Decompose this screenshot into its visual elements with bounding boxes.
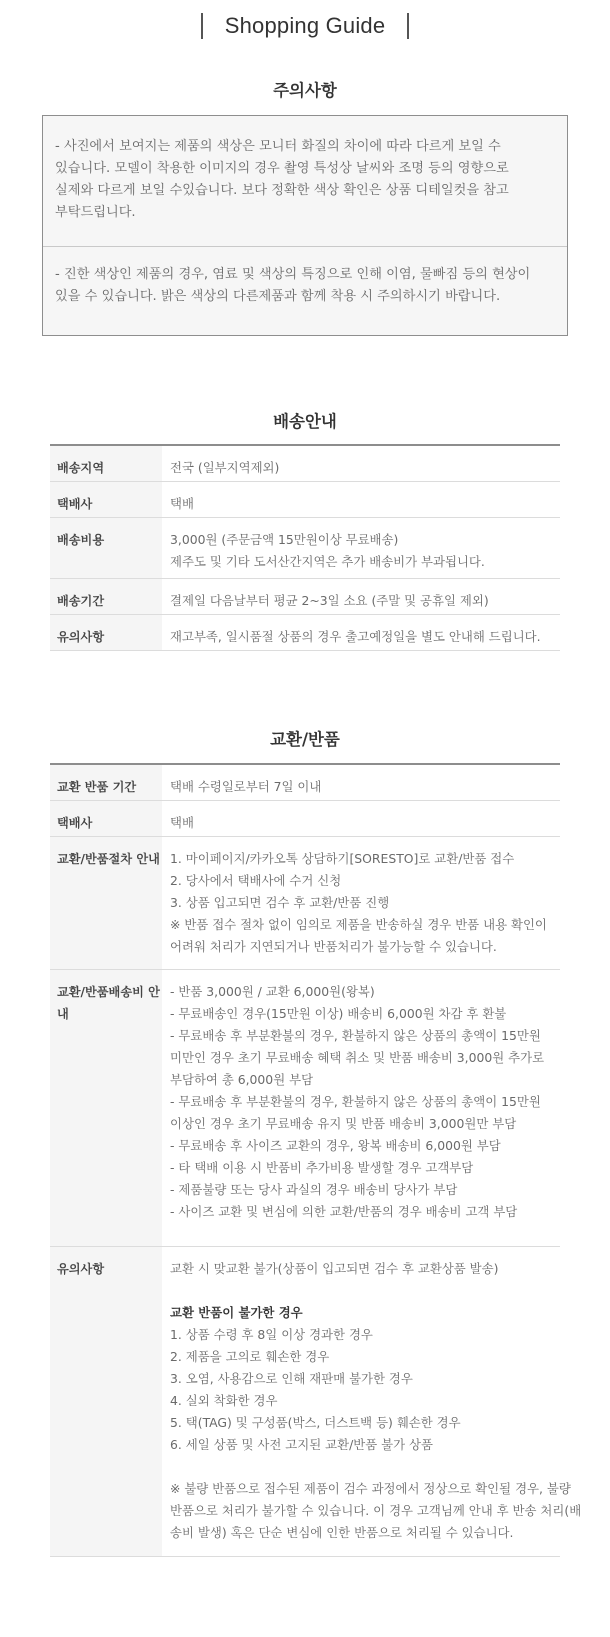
value-line: - 타 택배 이용 시 반품비 추가비용 발생할 경우 고객부담: [170, 1160, 474, 1175]
value-line: 교환 시 맞교환 불가(상품이 입고되면 검수 후 교환상품 발송): [170, 1261, 499, 1276]
value-line: 1. 상품 수령 후 8일 이상 경과한 경우: [170, 1327, 373, 1342]
exchange-row-value: [162, 765, 560, 800]
caution-line: 있을 수 있습니다. 밝은 색상의 다른제품과 함께 착용 시 주의하시기 바랍니다.: [55, 289, 501, 304]
exchange-row-label: [50, 970, 162, 1246]
value-line: 3. 오염, 사용감으로 인해 재판매 불가한 경우: [170, 1371, 413, 1386]
shipping-row: [50, 482, 560, 518]
exchange-table: [50, 763, 582, 1557]
label-line: 교환 반품 기간: [57, 780, 137, 794]
caution-line: 실제와 다르게 보일 수있습니다. 보다 정확한 색상 확인은 상품 디테일컷을 참고: [55, 183, 509, 198]
value-line: ※ 반품 접수 절차 없이 임의로 제품을 반송하실 경우 반품 내용 확인이: [170, 917, 547, 932]
value-line: - 무료배송인 경우(15만원 이상) 배송비 6,000원 차감 후 환불: [170, 1006, 507, 1021]
label-line: 택배사: [57, 816, 93, 830]
caution-divider: [43, 246, 567, 247]
exchange-row-label: [50, 765, 162, 800]
value-line: 반품으로 처리가 불가할 수 있습니다. 이 경우 고객님께 안내 후 반송 처리(배: [170, 1503, 582, 1518]
exchange-row-label: [50, 801, 162, 836]
value-line: 부담하여 총 6,000원 부담: [170, 1072, 314, 1087]
value-line: 미만인 경우 초기 무료배송 혜택 취소 및 반품 배송비 3,000원 추가로: [170, 1050, 545, 1065]
exchange-row-value: [162, 801, 560, 836]
shipping-row: [50, 579, 560, 615]
shipping-row-label: [50, 579, 162, 614]
label-line: 유의사항: [57, 630, 105, 644]
label-line: 배송지역: [57, 461, 105, 475]
value-subheading: 교환 반품이 불가한 경우: [170, 1305, 303, 1320]
shipping-row-label: [50, 615, 162, 650]
exchange-row-value: [162, 837, 560, 969]
shipping-row: [50, 615, 560, 651]
exchange-row-value: [162, 970, 560, 1246]
caution-box: [42, 115, 568, 336]
right-divider-bar: [407, 13, 409, 39]
caution-line: - 사진에서 보여지는 제품의 색상은 모니터 화질의 차이에 따라 다르게 보일 수: [55, 139, 501, 154]
exchange-row-label: [50, 837, 162, 969]
shipping-row-value: [162, 579, 560, 614]
value-line: 전국 (일부지역제외): [170, 460, 280, 475]
exchange-row: [50, 765, 560, 801]
shipping-row: [50, 446, 560, 482]
value-line: - 반품 3,000원 / 교환 6,000원(왕복): [170, 984, 375, 999]
value-line: 택배: [170, 496, 194, 511]
shipping-row-value: [162, 518, 560, 578]
value-line: 2. 제품을 고의로 훼손한 경우: [170, 1349, 330, 1364]
exchange-title: 교환/반품: [270, 730, 340, 749]
spacer: [170, 1456, 581, 1478]
shopping-guide-header: [0, 10, 610, 42]
value-line: 4. 실외 착화한 경우: [170, 1393, 278, 1408]
exchange-row-value: [162, 1247, 581, 1556]
shipping-row-value: [162, 482, 560, 517]
caution-line: 부탁드립니다.: [55, 205, 136, 220]
exchange-row-label: [50, 1247, 162, 1556]
label-line: 택배사: [57, 497, 93, 511]
exchange-row: [50, 837, 560, 970]
label-line: 배송비 안내: [57, 985, 160, 1021]
value-line: 3. 상품 입고되면 검수 후 교환/반품 진행: [170, 895, 390, 910]
label-line: 배송기간: [57, 594, 105, 608]
value-line: 5. 택(TAG) 및 구성품(박스, 더스트백 등) 훼손한 경우: [170, 1415, 461, 1430]
page-title: Shopping Guide: [224, 13, 386, 38]
label-line: 유의사항: [57, 1262, 105, 1276]
spacer: [170, 1280, 581, 1302]
value-line: 결제일 다음날부터 평균 2~3일 소요 (주말 및 공휴일 제외): [170, 593, 489, 608]
label-line: 배송비용: [57, 533, 105, 547]
shipping-title: 배송안내: [273, 412, 337, 431]
value-line: - 무료배송 후 부분환불의 경우, 환불하지 않은 상품의 총액이 15만원: [170, 1094, 541, 1109]
exchange-row: [50, 1247, 582, 1557]
label-line: 절차 안내: [108, 852, 160, 866]
label-line: 교환/반품: [57, 852, 109, 866]
value-line: 택배 수령일로부터 7일 이내: [170, 779, 322, 794]
shipping-row-label: [50, 518, 162, 578]
value-line: - 사이즈 교환 및 변심에 의한 교환/반품의 경우 배송비 고객 부담: [170, 1204, 518, 1219]
shipping-row: [50, 518, 560, 579]
value-line: - 무료배송 후 부분환불의 경우, 환불하지 않은 상품의 총액이 15만원: [170, 1028, 541, 1043]
exchange-row: [50, 970, 560, 1247]
shipping-table: [50, 444, 560, 651]
value-line: 1. 마이페이지/카카오톡 상담하기[SORESTO]로 교환/반품 접수: [170, 851, 515, 866]
shipping-row-label: [50, 482, 162, 517]
label-line: 교환/반품: [57, 985, 109, 999]
shipping-row-label: [50, 446, 162, 481]
value-line: ※ 불량 반품으로 접수된 제품이 검수 과정에서 정상으로 확인될 경우, 불량: [170, 1481, 571, 1496]
value-line: 6. 세일 상품 및 사전 고지된 교환/반품 불가 상품: [170, 1437, 433, 1452]
value-line: 송비 발생) 혹은 단순 변심에 인한 반품으로 처리될 수 있습니다.: [170, 1525, 514, 1540]
caution-line: 있습니다. 모델이 착용한 이미지의 경우 촬영 특성상 날씨와 조명 등의 영향으로: [55, 161, 509, 176]
value-line: - 제품불량 또는 당사 과실의 경우 배송비 당사가 부담: [170, 1182, 458, 1197]
value-line: 재고부족, 일시품절 상품의 경우 출고예정일을 별도 안내해 드립니다.: [170, 629, 541, 644]
value-line: 어려워 처리가 지연되거나 반품처리가 불가능할 수 있습니다.: [170, 939, 497, 954]
value-line: 3,000원 (주문금액 15만원이상 무료배송): [170, 532, 399, 547]
value-line: 택배: [170, 815, 194, 830]
caution-item-color: [55, 136, 555, 224]
caution-item-dye: [55, 264, 555, 308]
shipping-row-value: [162, 615, 560, 650]
exchange-row: [50, 801, 560, 837]
value-line: - 무료배송 후 사이즈 교환의 경우, 왕복 배송비 6,000원 부담: [170, 1138, 501, 1153]
shipping-row-value: [162, 446, 560, 481]
value-line: 2. 당사에서 택배사에 수거 신청: [170, 873, 342, 888]
value-line: 이상인 경우 초기 무료배송 유지 및 반품 배송비 3,000원만 부담: [170, 1116, 517, 1131]
caution-title: 주의사항: [273, 81, 337, 100]
caution-line: - 진한 색상인 제품의 경우, 염료 및 색상의 특징으로 인해 이염, 물빠짐 등의 현상이: [55, 267, 531, 282]
value-line: 제주도 및 기타 도서산간지역은 추가 배송비가 부과됩니다.: [170, 554, 485, 569]
